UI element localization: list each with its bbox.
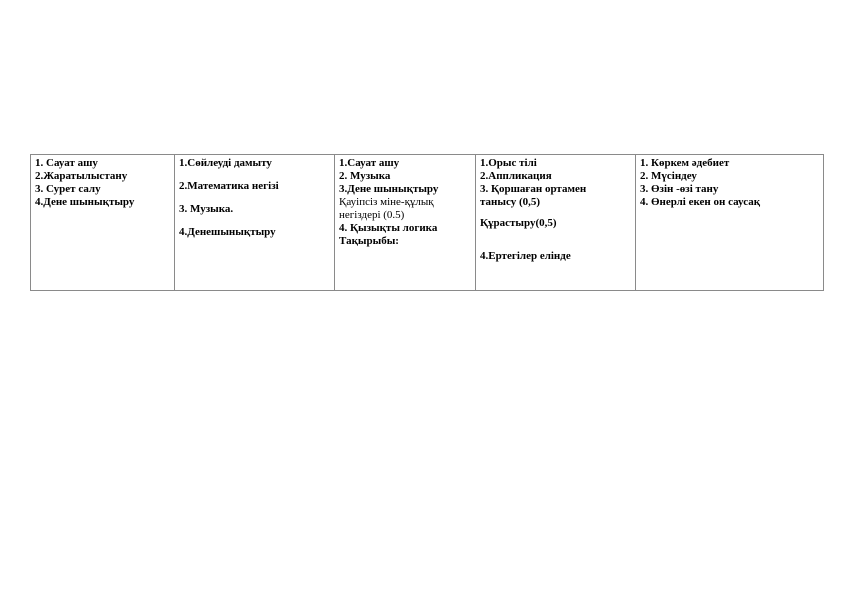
lesson-item: 1.Сөйлеуді дамыту	[179, 157, 272, 169]
lesson-item: 1. Сауат ашу	[35, 157, 98, 169]
schedule-cell-1	[31, 155, 175, 291]
lesson-item: 4. Өнерлі екен он саусақ	[640, 196, 761, 208]
lesson-item: 3. Қоршаған ортамен	[480, 183, 587, 195]
lesson-item: Тақырыбы:	[339, 235, 399, 247]
lesson-item: 2.Жаратылыстану	[35, 170, 128, 182]
table-row	[31, 155, 824, 291]
schedule-cell-5	[636, 155, 824, 291]
lesson-item: негіздері (0.5)	[339, 209, 405, 221]
lesson-item: 1.Сауат ашу	[339, 157, 400, 169]
lesson-item: 1.Орыс тілі	[480, 157, 537, 169]
schedule-cell-2	[175, 155, 335, 291]
lesson-item: 3.Дене шынықтыру	[339, 183, 439, 195]
lesson-item: 2.Математика негізі	[179, 180, 279, 192]
schedule-cell-3	[335, 155, 476, 291]
schedule-table	[30, 154, 824, 291]
lesson-item: 3. Сурет салу	[35, 183, 101, 195]
schedule-cell-4	[476, 155, 636, 291]
lesson-item: Құрастыру(0,5)	[480, 217, 557, 229]
lesson-item: 3. Музыка.	[179, 203, 234, 215]
lesson-item: 3. Өзін -өзі тану	[640, 183, 719, 195]
lesson-item: 2.Аппликация	[480, 170, 552, 182]
lesson-item: 1. Көркем әдебиет	[640, 157, 730, 169]
lesson-item: 4.Ертегілер елінде	[480, 250, 571, 262]
lesson-item: 2. Музыка	[339, 170, 391, 182]
lesson-item: 4.Дене шынықтыру	[35, 196, 135, 208]
lesson-item: танысу (0,5)	[480, 196, 541, 208]
lesson-item: 2. Мүсіндеу	[640, 170, 697, 182]
lesson-item: Қауіпсіз міне-құлық	[339, 196, 434, 208]
lesson-item: 4. Қызықты логика	[339, 222, 438, 234]
lesson-item: 4.Денешынықтыру	[179, 226, 276, 238]
